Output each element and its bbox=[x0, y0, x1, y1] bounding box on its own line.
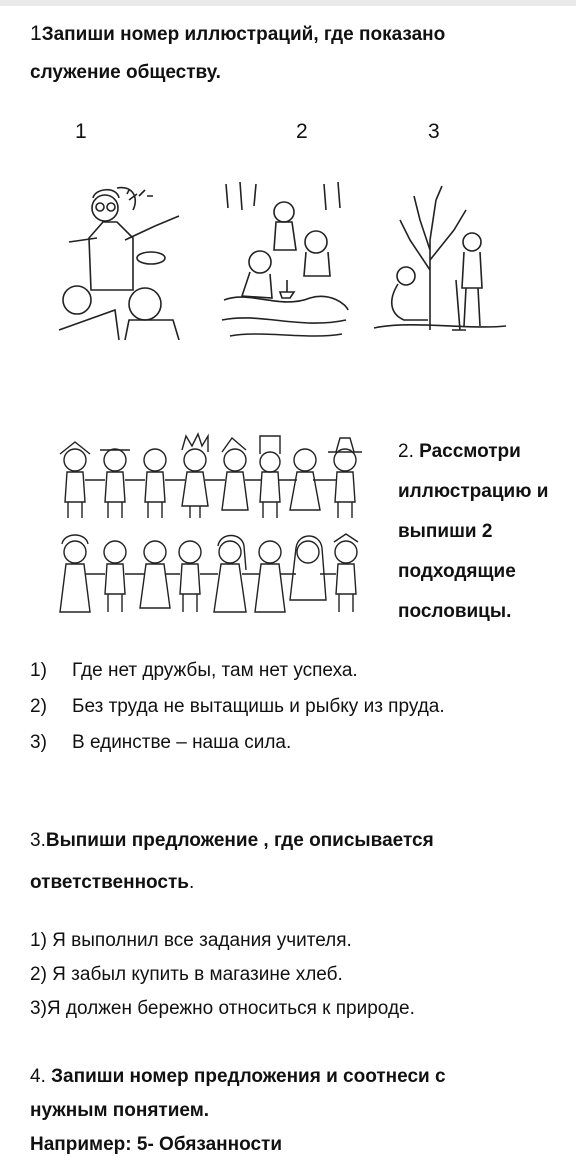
illustration-planting-tree bbox=[370, 180, 510, 340]
pic-number-2: 2 bbox=[296, 120, 308, 143]
top-bar bbox=[0, 0, 576, 6]
illustration-children-boats bbox=[220, 180, 350, 340]
q2-options bbox=[30, 653, 445, 761]
q4-title-line2: нужным понятием. bbox=[30, 1100, 210, 1121]
illustration-teacher bbox=[55, 180, 185, 340]
q3-title: 3.Выпиши предложение , где описывается ответственность. bbox=[30, 830, 434, 893]
q2-number: 2. bbox=[398, 441, 414, 462]
pic-number-3: 3 bbox=[428, 120, 440, 143]
q2-line-3: выпиши 2 bbox=[398, 521, 493, 542]
q4-number: 4. bbox=[30, 1066, 46, 1087]
list-item: 1) Я выполнил все задания учителя. bbox=[30, 930, 352, 951]
q4-title-line1: Запиши номер предложения и соотнеси с bbox=[51, 1066, 446, 1087]
q2-line-5: пословицы. bbox=[398, 601, 512, 622]
q4-title bbox=[30, 1060, 446, 1162]
q1-number: 1 bbox=[30, 22, 42, 45]
q2-line-2: иллюстрацию и bbox=[398, 481, 549, 502]
list-item: 3)Я должен бережно относиться к природе. bbox=[30, 998, 415, 1019]
q3-title-line2: ответственность bbox=[30, 872, 189, 893]
list-item: 2) Без труда не вытащишь и рыбку из пруда. bbox=[30, 696, 445, 717]
q3-options bbox=[30, 924, 415, 1026]
list-item: 3) В единстве – наша сила. bbox=[30, 732, 292, 753]
q4-example: Например: 5- Обязанности bbox=[30, 1134, 283, 1155]
q2-title bbox=[398, 432, 548, 632]
q2-line-1: Рассмотри bbox=[419, 441, 521, 462]
list-item: 1) Где нет дружбы, там нет успеха. bbox=[30, 660, 358, 681]
list-item: 2) Я забыл купить в магазине хлеб. bbox=[30, 964, 343, 985]
pic-number-1: 1 bbox=[75, 120, 87, 143]
q1-title-line2: служение обществу. bbox=[30, 62, 221, 83]
q3-title-line1: Выпиши предложение , где описывается bbox=[45, 830, 434, 851]
q2-line-4: подходящие bbox=[398, 561, 516, 582]
q3-number: 3. bbox=[30, 830, 46, 851]
q1-title-line1: Запиши номер иллюстраций, где показано bbox=[41, 24, 446, 45]
q1-title bbox=[30, 16, 570, 91]
illustration-children-of-nations bbox=[50, 430, 380, 620]
